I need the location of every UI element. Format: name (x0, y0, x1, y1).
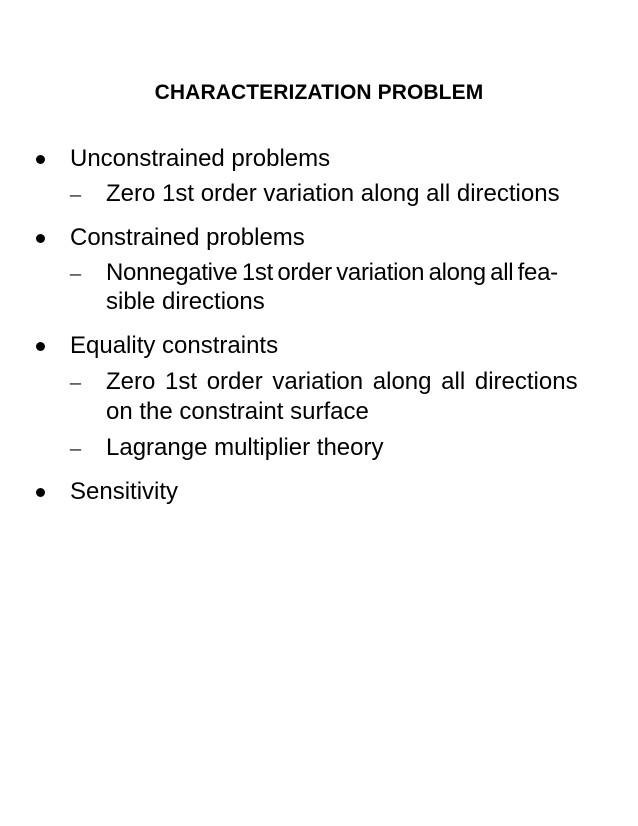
bullet-item-constrained: Constrained problems (70, 224, 305, 251)
bullet-item-equality: Equality constraints (70, 332, 279, 359)
bullet-dot-icon (36, 342, 45, 351)
subitem-constraint-surface-line1: Zero 1st order variation along all directions (106, 368, 578, 395)
subitem-constraint-surface-line2: on the constraint surface (106, 398, 369, 425)
subitem-zero-variation: Zero 1st order variation along all directions (106, 180, 560, 207)
bullet-dot-icon (36, 155, 45, 164)
dash-icon: – (70, 369, 81, 394)
bullet-dot-icon (36, 488, 45, 497)
subitem-lagrange: Lagrange multiplier theory (106, 434, 384, 461)
subitem-nonnegative-variation-line1: Nonnegative 1st order variation along all fea- (106, 259, 558, 286)
dash-icon: – (70, 435, 81, 460)
slide-title: CHARACTERIZATION PROBLEM (154, 81, 484, 104)
dash-icon: – (70, 181, 81, 206)
bullet-item-unconstrained: Unconstrained problems (70, 145, 331, 172)
dash-icon: – (70, 260, 81, 285)
bullet-dot-icon (36, 234, 45, 243)
subitem-nonnegative-variation-line2: sible directions (106, 288, 265, 315)
bullet-item-sensitivity: Sensitivity (70, 478, 179, 505)
